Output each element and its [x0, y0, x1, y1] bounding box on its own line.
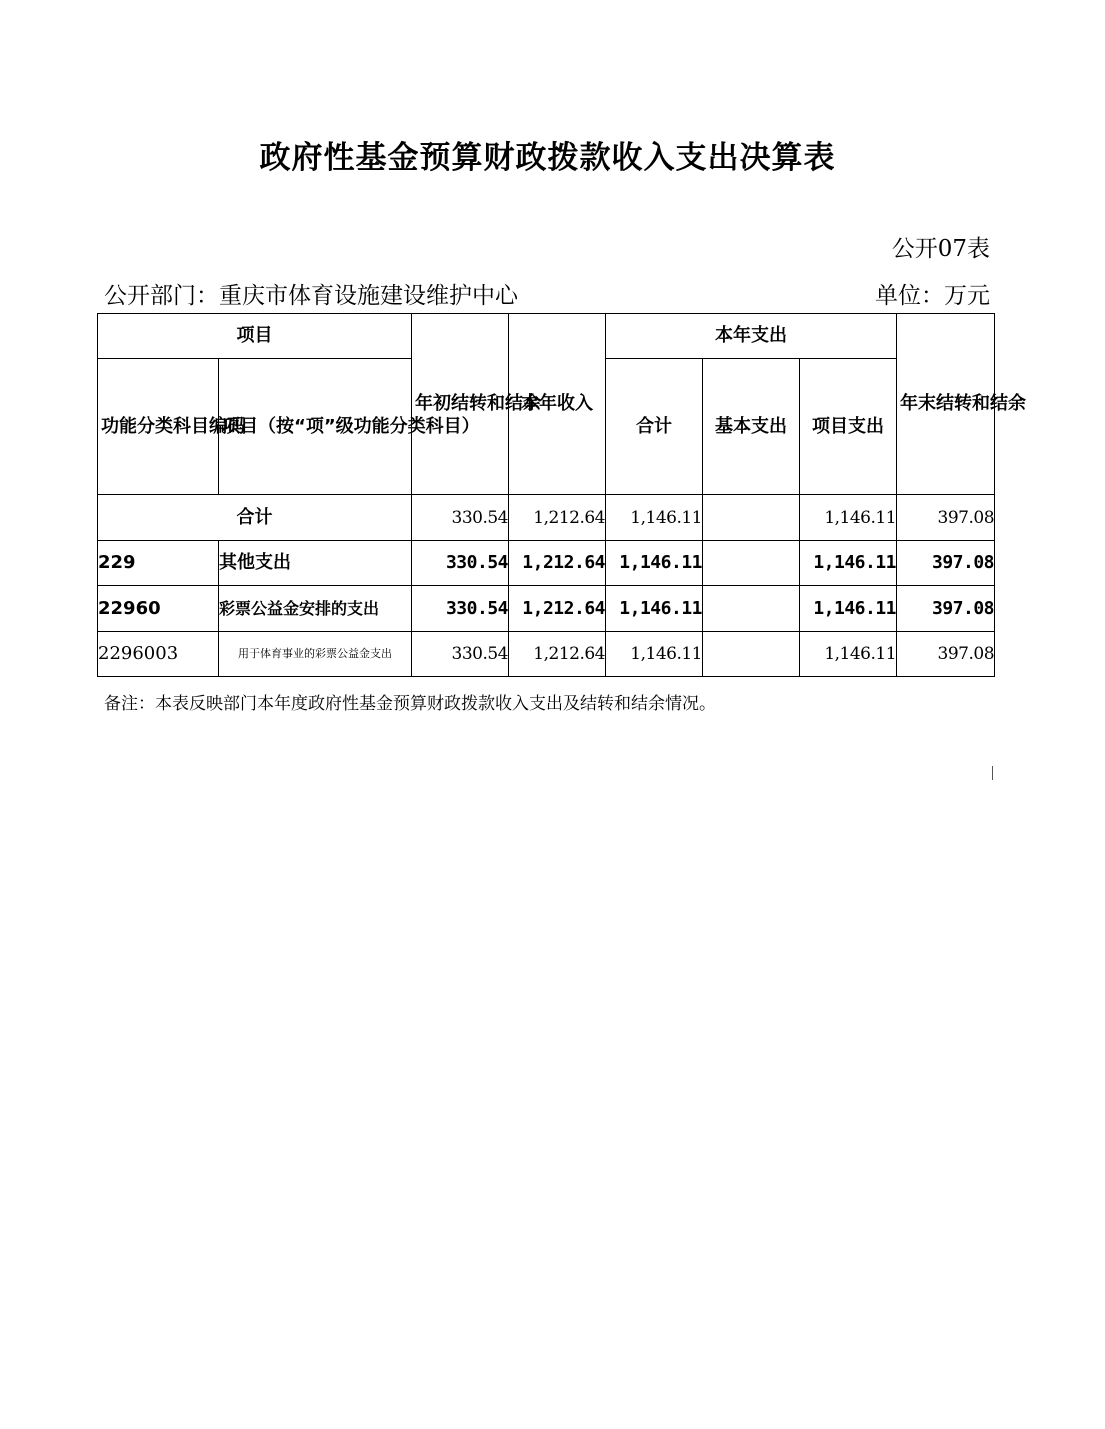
table-row: [98, 541, 995, 586]
row-exp-project: 1,146.11: [800, 632, 897, 677]
margin-mark: [992, 766, 993, 780]
table-row: [98, 632, 995, 677]
row-closing-balance: 397.08: [897, 541, 995, 586]
row-closing-balance: 397.08: [897, 632, 995, 677]
header-closing-balance: 年末结转和结余: [897, 314, 995, 495]
total-exp-total: 1,146.11: [606, 495, 703, 541]
total-exp-project: 1,146.11: [800, 495, 897, 541]
header-exp-total: 合计: [606, 359, 703, 495]
total-opening-balance: 330.54: [412, 495, 509, 541]
total-row: [98, 495, 995, 541]
header-opening-balance: 年初结转和结余: [412, 314, 509, 495]
row-name: 用于体育事业的彩票公益金支出: [219, 632, 412, 677]
row-exp-total: 1,146.11: [606, 586, 703, 632]
header-exp-basic: 基本支出: [703, 359, 800, 495]
table-row: [98, 586, 995, 632]
row-income: 1,212.64: [509, 632, 606, 677]
row-name: 其他支出: [219, 541, 412, 586]
row-opening-balance: 330.54: [412, 632, 509, 677]
row-exp-basic: [703, 586, 800, 632]
header-expenditure: 本年支出: [606, 314, 897, 359]
department-label: 公开部门：重庆市体育设施建设维护中心: [104, 283, 518, 309]
row-exp-total: 1,146.11: [606, 632, 703, 677]
row-exp-project: 1,146.11: [800, 541, 897, 586]
row-opening-balance: 330.54: [412, 541, 509, 586]
total-income: 1,212.64: [509, 495, 606, 541]
row-income: 1,212.64: [509, 541, 606, 586]
row-code: 2296003: [98, 632, 219, 677]
row-income: 1,212.64: [509, 586, 606, 632]
row-name: 彩票公益金安排的支出: [219, 586, 412, 632]
budget-table: [97, 313, 1027, 677]
row-opening-balance: 330.54: [412, 586, 509, 632]
total-exp-basic: [703, 495, 800, 541]
header-code: 功能分类科目编码: [98, 359, 219, 495]
header-exp-project: 项目支出: [800, 359, 897, 495]
header-item-name: 项目（按“项”级功能分类科目）: [219, 359, 412, 495]
row-code: 22960: [98, 586, 219, 632]
total-closing-balance: 397.08: [897, 495, 995, 541]
total-label: 合计: [98, 495, 412, 541]
page-title: 政府性基金预算财政拨款收入支出决算表: [259, 140, 836, 176]
table-note: 备注：本表反映部门本年度政府性基金预算财政拨款收入支出及结转和结余情况。: [104, 694, 716, 714]
unit-label: 单位：万元: [875, 283, 990, 309]
header-income: 本年收入: [509, 314, 606, 495]
table-number: 公开07表: [891, 236, 990, 262]
row-exp-basic: [703, 541, 800, 586]
header-item: 项目: [98, 314, 412, 359]
row-code: 229: [98, 541, 219, 586]
row-exp-total: 1,146.11: [606, 541, 703, 586]
row-exp-project: 1,146.11: [800, 586, 897, 632]
row-exp-basic: [703, 632, 800, 677]
row-closing-balance: 397.08: [897, 586, 995, 632]
